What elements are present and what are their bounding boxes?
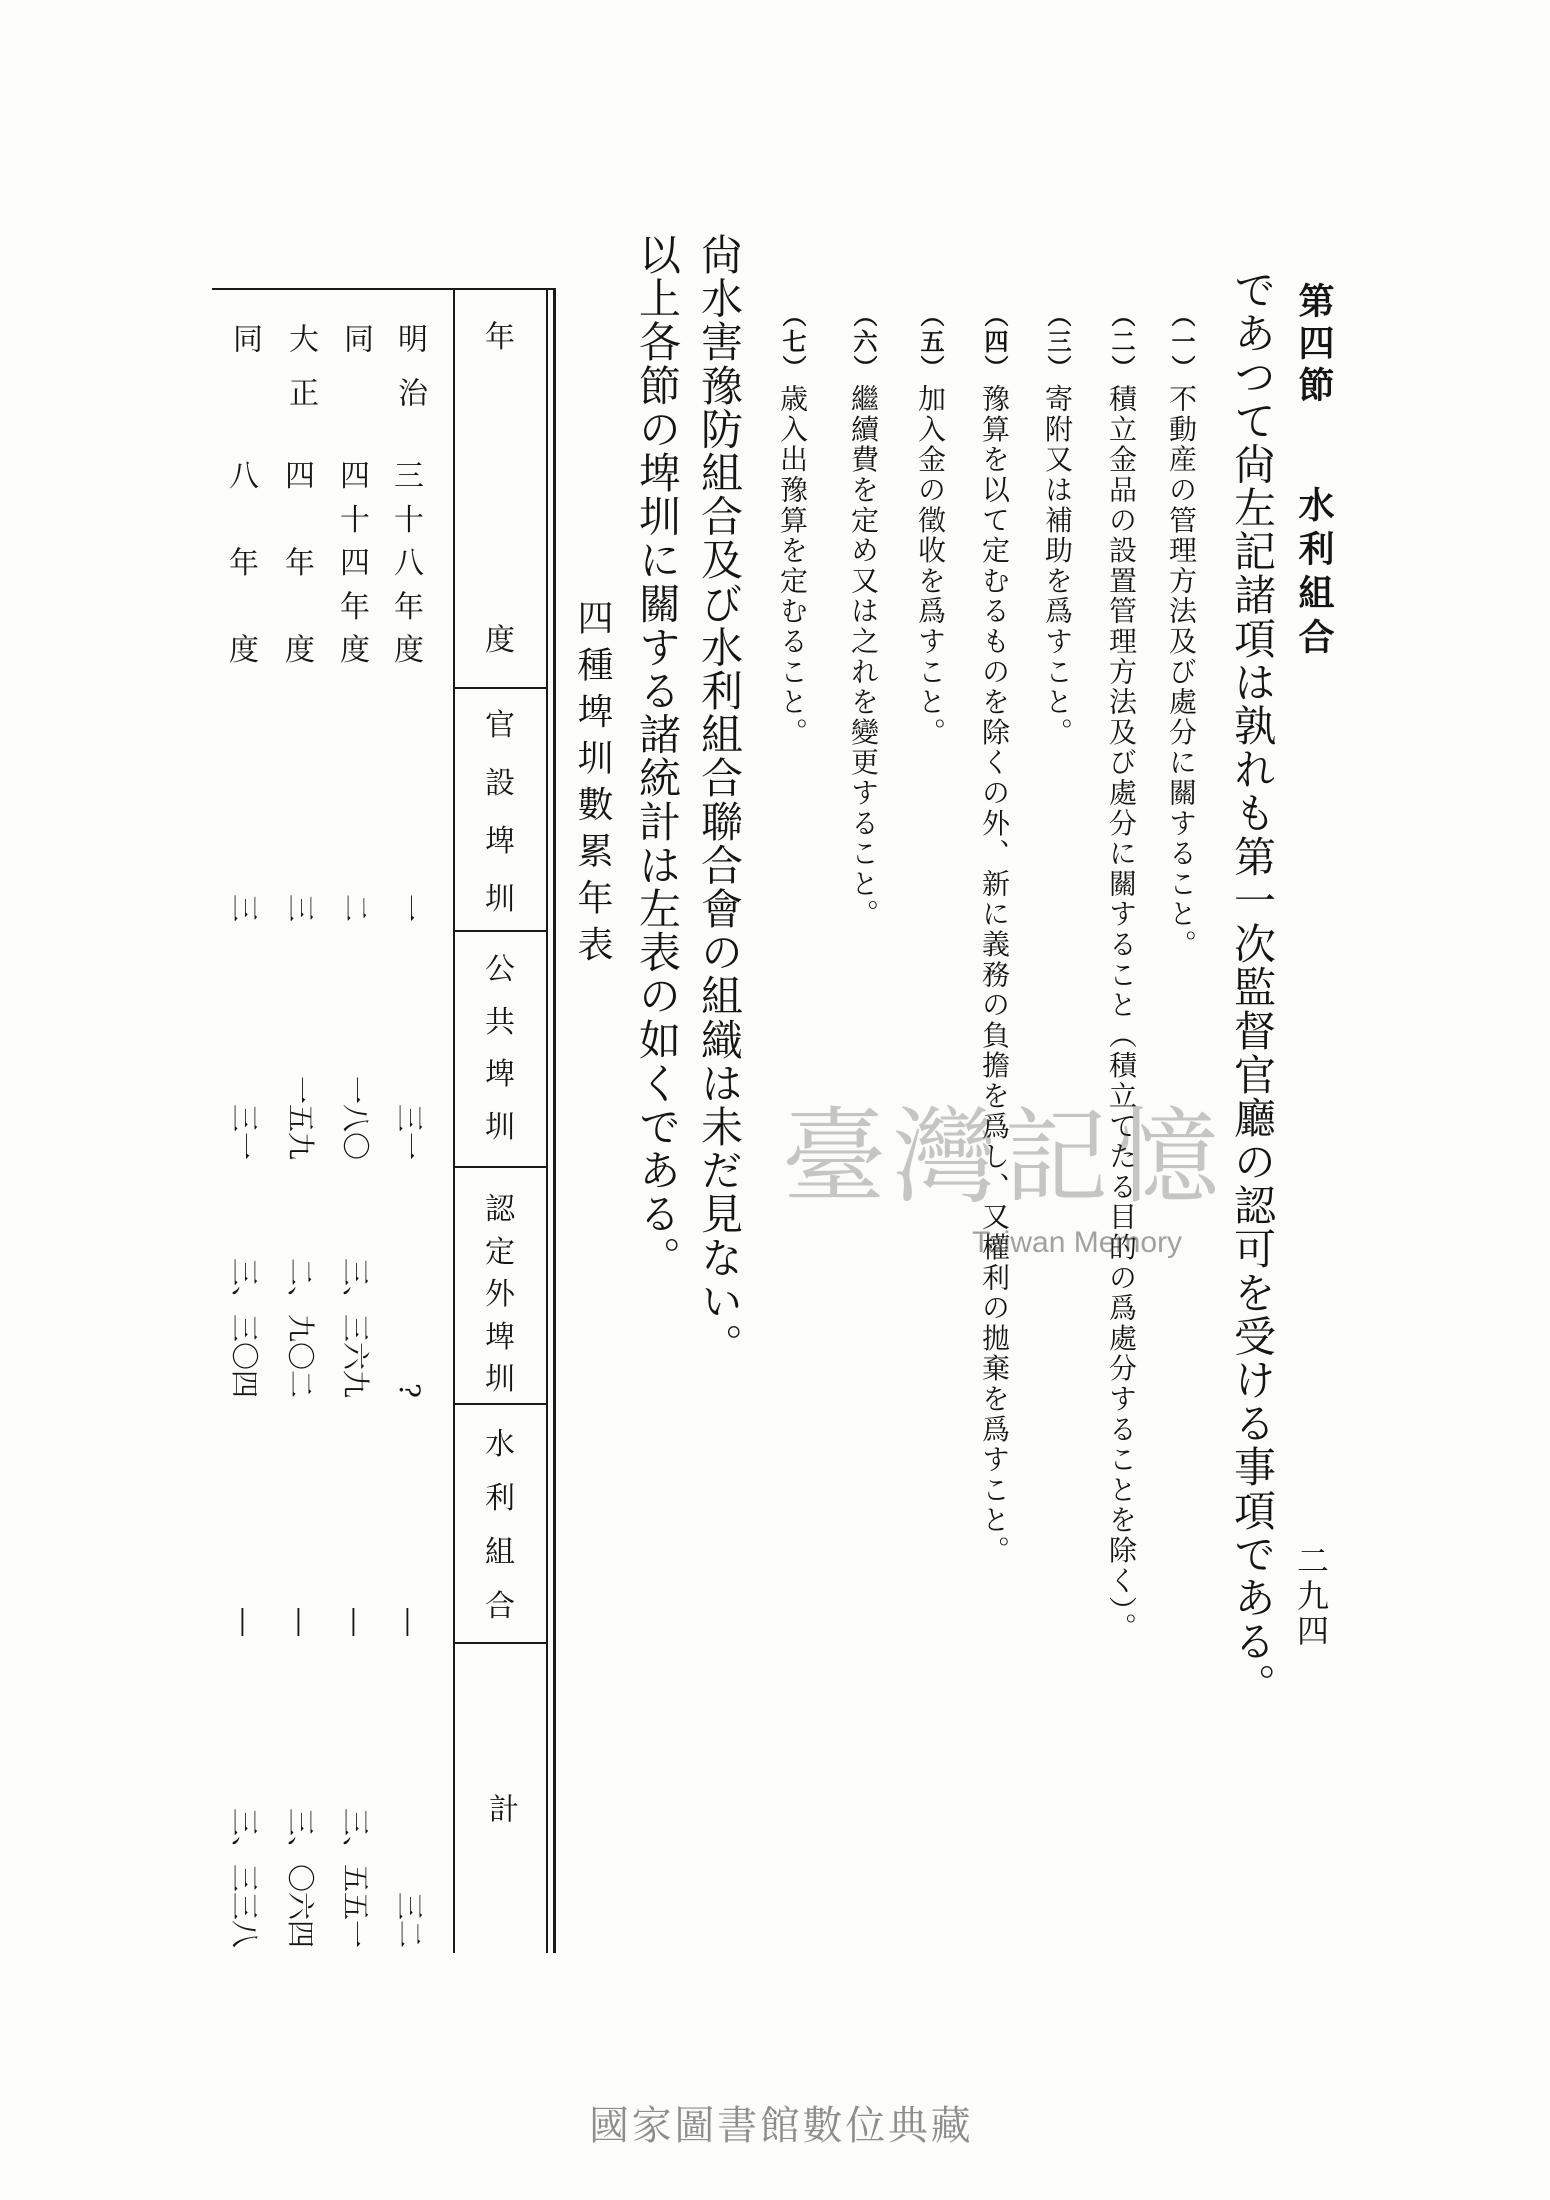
table-cell-official: 二 [339,893,372,922]
glyph: 埤 [485,1319,515,1355]
table-cell-official: 三 [284,893,317,922]
table-title: 四種埤圳數累年表 [572,599,613,972]
table-cell-association: ― [284,1608,317,1636]
page-number: 二九四 [1292,1544,1330,1649]
glyph: 外 [485,1277,515,1312]
taiwan-memory-watermark-subtext: Taiwan Memory [972,1226,1183,1259]
running-header-section: 第四節 [1293,282,1335,408]
glyph: 埤 [485,1057,515,1093]
glyph: 度 [394,633,424,668]
glyph: 利 [485,1481,515,1516]
table-header-public [485,952,515,1145]
glyph: 度 [285,633,315,668]
table-header-year [485,320,515,658]
table-row-year [340,459,370,668]
glyph: 合 [485,1589,515,1624]
glyph: 年 [340,589,370,625]
running-header-title: 水利組合 [1293,486,1335,662]
table-cell-public: 三一 [393,1103,426,1160]
list-item-marker: （七） [778,303,807,381]
list-item-marker: （一） [1167,303,1196,381]
list-item-marker: （三） [1043,303,1072,381]
glyph: 水 [485,1427,515,1462]
glyph: 度 [340,633,370,668]
paragraph-statistics-note: 以上各節の埤圳に關する諸統計は左表の如くである。 [633,233,682,1280]
table-cell-public: 三一 [228,1103,261,1160]
table-column-divider [455,930,546,932]
table-cell-unrecognized: ? [393,1382,426,1398]
glyph: 十 [394,502,424,538]
list-item-marker: （二） [1107,303,1136,381]
glyph: 年 [229,546,259,581]
list-item-text: 積立金品の設置管理方法及び處分に關すること（積立てたる目的の爲處分することを除く）。 [1105,384,1138,1643]
table-cell-association: ― [339,1608,372,1636]
paragraph-flood-prevention: 尙水害豫防組合及び水利組合聯合會の組織は未だ見ない。 [695,233,744,1367]
glyph: 八 [394,546,424,581]
glyph: 圳 [485,1109,515,1145]
table-header-unrecognized [485,1192,515,1397]
table-cell-unrecognized: 三、三六九 [339,1257,372,1398]
glyph: 年 [485,320,515,355]
glyph: 度 [229,633,259,668]
glyph: 組 [485,1535,515,1570]
table-column-divider [455,1166,546,1168]
table-cell-official: 一 [393,893,426,922]
table-row-era: 同 [227,323,262,377]
table-header-total: 計 [483,1793,518,1823]
table-cell-association: ― [228,1608,261,1636]
table-cell-public: 一五九 [284,1075,317,1160]
list-item-marker: （四） [980,303,1009,381]
glyph: 四 [340,546,370,581]
table-cell-total: 三、〇六四 [284,1807,317,1948]
table-header-association [485,1427,515,1624]
table-row-era: 大正 [283,323,318,431]
table-header-divider [453,288,455,1953]
list-item-text: 加入金の徵收を爲すこと。 [914,384,947,748]
glyph: 年 [394,589,424,625]
glyph: 年 [285,546,315,581]
glyph: 設 [485,766,515,801]
list-item-marker: （五） [916,303,945,381]
glyph: 十 [340,502,370,538]
table-row-year [285,459,315,668]
table-row-era: 同 [338,323,373,377]
list-item-text: 歳入出豫算を定むること。 [776,384,809,748]
table-border-top [212,288,556,290]
table-cell-total: 三、五五一 [339,1807,372,1948]
table-cell-official: 三 [228,893,261,922]
taiwan-memory-watermark-logo: 臺灣記憶 [782,1096,1227,1218]
glyph: 圳 [485,882,515,917]
table-border-right [546,288,548,1953]
table-cell-unrecognized: 三、三〇四 [228,1257,261,1398]
glyph: 定 [485,1234,515,1270]
table-cell-public: 一八〇 [339,1075,372,1160]
table-border-right [553,288,556,1953]
library-collection-footer: 國家圖書館數位典藏 [589,2103,974,2149]
table-column-divider [455,1642,546,1644]
glyph: 四 [340,459,370,494]
table-row-era: 明治 [392,323,427,431]
list-item-text: 寄附又は補助を爲すこと。 [1041,384,1074,748]
glyph: 三 [394,459,424,494]
list-item-text: 繼續費を定め又は之れを變更すること。 [847,384,880,930]
intro-paragraph: であつて尙左記諸項は孰れも第一次監督官廳の認可を受ける事項である。 [1228,268,1277,1707]
table-cell-total: 三、三三八 [228,1807,261,1948]
table-cell-total: 三二 [393,1891,426,1948]
list-item-text: 豫算を以て定むるものを除くの外、新に義務の負擔を爲し、又權利の拋棄を爲すこと。 [978,384,1011,1566]
glyph: 共 [485,1004,515,1040]
glyph: 度 [485,623,515,658]
table-header-official [485,708,515,917]
glyph: 公 [485,952,515,987]
glyph: 認 [485,1192,515,1227]
glyph: 八 [229,459,259,494]
list-item-text: 不動産の管理方法及び處分に關すること。 [1165,384,1198,960]
list-item-marker: （六） [849,303,878,381]
glyph: 埤 [485,824,515,859]
glyph: 圳 [485,1362,515,1397]
glyph: 官 [485,708,515,743]
table-cell-unrecognized: 二、九〇二 [284,1257,317,1398]
glyph: 四 [285,459,315,494]
table-cell-association: ― [393,1608,426,1636]
table-row-year [229,459,259,668]
table-row-year [394,459,424,668]
table-column-divider [455,687,546,689]
table-column-divider [455,1403,546,1405]
